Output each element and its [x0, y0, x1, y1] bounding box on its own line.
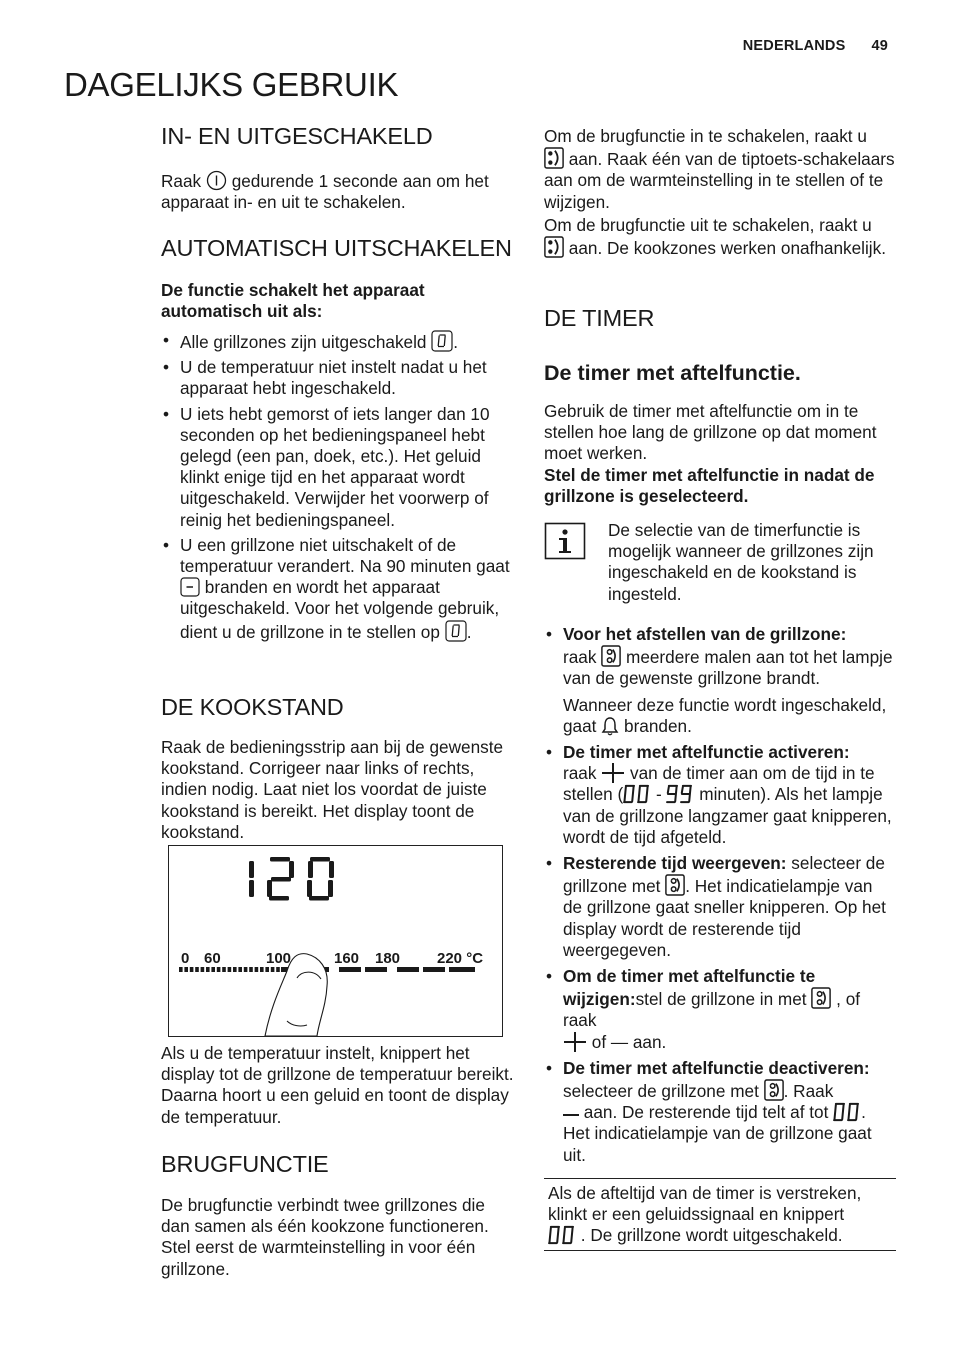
scale-tick [217, 967, 221, 972]
bridge-icon [544, 236, 564, 258]
list-item: • U een grillzone niet uitschakelt of de temperatuur verandert. Na 90 minuten gaat branden en wordt het apparaat uitgeschakeld. Voor het volgende gebruik, dient u de grillzone in te stellen op . [161, 535, 517, 643]
power-icon [206, 170, 227, 191]
page-title: DAGELIJKS GEBRUIK [64, 66, 399, 103]
info-note [544, 520, 896, 605]
bell-icon [601, 716, 619, 736]
plus-icon [563, 1032, 587, 1052]
scale-label: 0 [181, 950, 190, 967]
zero-display-icon [445, 620, 467, 642]
zone-select-icon [811, 987, 831, 1009]
brug-on-text: Om de brugfunctie in te schakelen, raakt u aan. Raak één van de tiptoets-schakelaars aan om de warmteinstelling in te stellen of te wijzigen. [544, 126, 895, 212]
heading-timer: DE TIMER [544, 305, 655, 331]
brug-off-text: Om de brugfunctie uit te schakelen, raakt u aan. De kookzones werken onafhankelijk. [544, 215, 886, 259]
scale-tick [265, 967, 269, 972]
display-illustration [168, 845, 503, 1037]
display-panel [169, 846, 502, 1036]
digits-99-icon [666, 784, 694, 804]
list-item: • Voor het afstellen van de grillzone: raak meerdere malen aan tot het lampje van de gewenste grillzone brandt. Wanneer deze functie wordt ingeschakeld, gaat branden. [544, 624, 896, 737]
digits-00-icon [833, 1102, 861, 1122]
scale-tick [244, 967, 248, 972]
zone-select-icon [764, 1079, 784, 1101]
scale-tick [195, 967, 199, 972]
scale-segment [423, 967, 445, 972]
plus-icon [601, 763, 625, 783]
scale-tick [238, 967, 242, 972]
scale-label: 100 [266, 950, 292, 967]
timer-intro: Gebruik de timer met aftelfunctie om in te stellen hoe lang de grillzone op dat moment moet werken. [544, 401, 877, 464]
step-sub-text: Wanneer deze functie wordt ingeschakeld, gaat branden. [563, 694, 887, 736]
scale-label: 180 [375, 950, 401, 967]
digits-00-icon [548, 1225, 576, 1245]
scale-segment [397, 967, 419, 972]
scale-tick [276, 967, 280, 972]
heading-automatisch: AUTOMATISCH UITSCHAKELEN [161, 235, 512, 261]
scale-label: 220 °C [437, 950, 484, 967]
scale-tick [228, 967, 232, 972]
scale-segment [365, 967, 387, 972]
auto-intro: De functie schakelt het apparaat automatisch uit als: [161, 280, 425, 322]
scale-segment [449, 967, 475, 972]
zero-display-icon [431, 330, 453, 352]
scale-label: 60 [204, 950, 221, 967]
display-scale [181, 950, 483, 967]
running-header [743, 38, 888, 54]
scale-tick [222, 967, 226, 972]
timer-subheading: De timer met aftelfunctie. [544, 361, 801, 385]
scale-tick [211, 967, 215, 972]
timer-steps [544, 624, 896, 1171]
info-note-text: De selectie van de timerfunctie is mogelijk wanneer de grillzones zijn ingeschakeld en de kookstand is ingesteld. [608, 520, 874, 604]
scale-bar [179, 967, 475, 972]
brug-text: De brugfunctie verbindt twee grillzones die dan samen als één kookzone functioneren. Stel eerst de warmteinstelling in voor één grillzone. [161, 1195, 489, 1279]
scale-tick [255, 967, 259, 972]
scale-tick [233, 967, 237, 972]
auto-list [161, 330, 517, 647]
bridge-icon [544, 147, 564, 169]
scale-tick [271, 967, 275, 972]
minus-icon [563, 1108, 579, 1122]
kookstand-text: Raak de bedieningsstrip aan bij de gewenste kookstand. Corrigeer naar links of rechts, indien nodig. Laat niet los voordat de juiste kookstand is bereikt. Het display toont de kookstand. [161, 737, 504, 842]
info-icon [544, 520, 592, 605]
scale-tick [179, 967, 183, 972]
scale-tick [190, 967, 194, 972]
heading-brugfunctie: BRUGFUNCTIE [161, 1151, 329, 1177]
timer-intro-bold: Stel de timer met aftelfunctie in nadat de grillzone is geselecteerd. [544, 465, 875, 507]
zone-select-icon [665, 874, 685, 896]
in-en-uit-text: Raak gedurende 1 seconde aan om het apparaat in- en uit te schakelen. [161, 171, 489, 213]
scale-segment [339, 967, 361, 972]
zone-select-icon [601, 645, 621, 667]
scale-tick [184, 967, 188, 972]
display-digits [249, 857, 334, 901]
scale-tick [201, 967, 205, 972]
kookstand-after: Als u de temperatuur instelt, knippert het display tot de grillzone de temperatuur bereikt. Daarna hoort u een geluid en toont de display de temperatuur. [161, 1043, 514, 1127]
list-item: • De timer met aftelfunctie activeren: raak van de timer aan om de tijd in te stellen ( - minuten). Als het lampje van de grillzone langzamer gaat knipperen, wordt de tijd afgeteld. [544, 742, 896, 848]
digits-00-icon [623, 784, 651, 804]
scale-tick [249, 967, 253, 972]
list-item: • Om de timer met aftelfunctie te wijzigen:stel de grillzone in met , of raak of — aan. [544, 966, 896, 1053]
page-number: 49 [871, 38, 888, 54]
dash-display-icon [180, 577, 200, 597]
timer-end-note: Als de afteltijd van de timer is verstreken, klinkt er een geluidssignaal en knippert . De grillzone wordt uitgeschakeld. [544, 1178, 896, 1251]
heading-kookstand: DE KOOKSTAND [161, 694, 344, 720]
list-item: • De timer met aftelfunctie deactiveren: selecteer de grillzone met . Raak aan. De resterende tijd telt af tot . Het indicatielampje van de grillzone gaat uit. [544, 1058, 896, 1166]
list-item: • U iets hebt gemorst of iets langer dan 10 seconden op het bedieningspaneel hebt gelegd (een pan, doek, etc.). Het geluid klinkt enige tijd en het apparaat wordt uitgeschakeld. Verwijder het voorwerp of reinig het bedieningspaneel. [161, 404, 517, 531]
scale-tick [260, 967, 264, 972]
list-item: • Resterende tijd weergeven: selecteer de grillzone met . Het indicatielampje van de grillzone gaat sneller knipperen. Op het display wordt de resterende tijd weergegeven. [544, 853, 896, 961]
heading-in-en-uit: IN- EN UITGESCHAKELD [161, 123, 433, 149]
scale-label: 160 [334, 950, 360, 967]
header-language: NEDERLANDS [742, 38, 846, 54]
list-item: • Alle grillzones zijn uitgeschakeld . [161, 330, 517, 353]
list-item: • U de temperatuur niet instelt nadat u het apparaat hebt ingeschakeld. [161, 357, 517, 399]
scale-tick [206, 967, 210, 972]
